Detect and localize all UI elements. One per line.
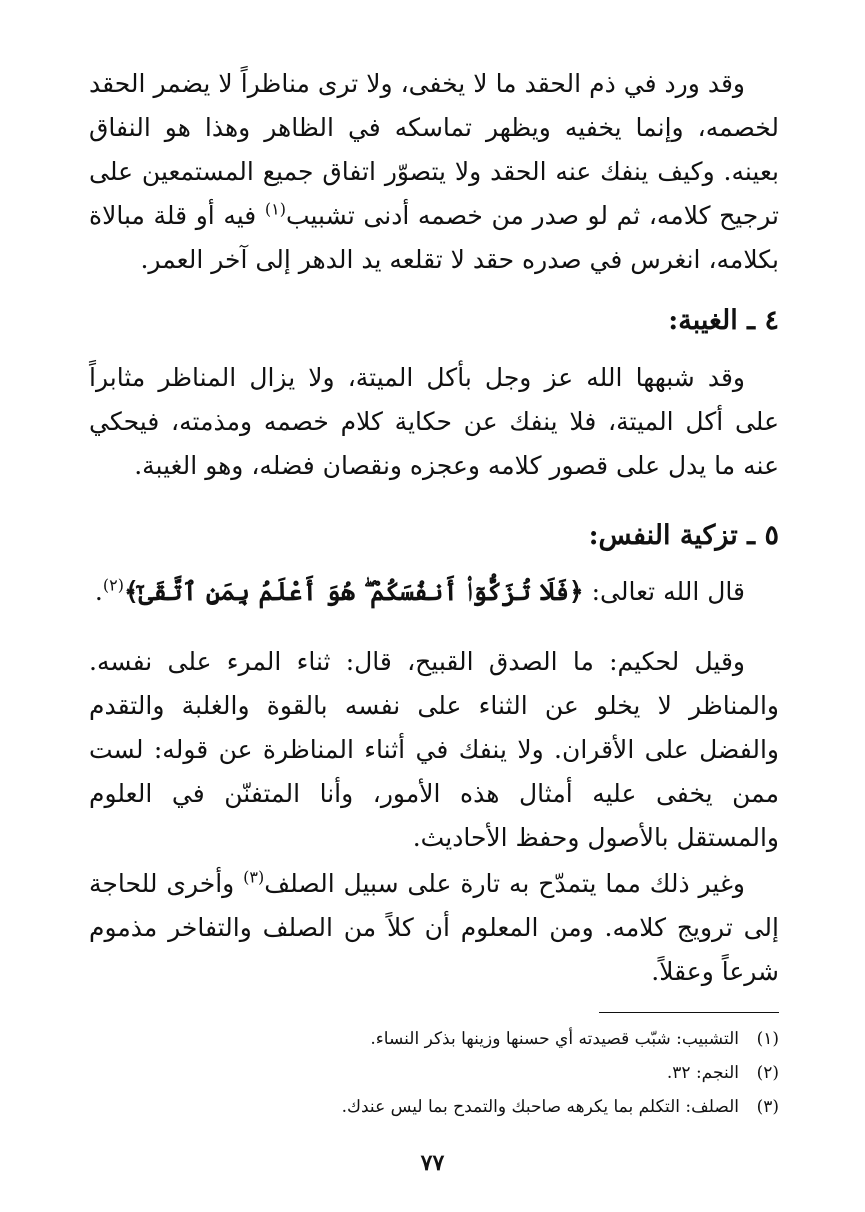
quran-verse: ﴿فَلَا تُزَكُّوٓا۟ أَنفُسَكُمْ ۖ هُوَ أَعْلَمُ بِمَنِ ٱتَّقَىٰٓ﴾ — [123, 577, 584, 606]
footnote-item — [89, 1090, 779, 1124]
footnote-ref-2: (٢) — [102, 575, 124, 595]
paragraph-boasting-text-rest: وأخرى للحاجة إلى ترويج كلامه. ومن المعلوم أن كلاً من الصلف والتفاخر مذموم شرعاً وعقلاً. — [89, 869, 779, 986]
footnote-number: (٢) — [756, 1063, 779, 1083]
paragraph-quran-verse — [89, 570, 779, 614]
footnote-text: التشبيب: شبّب قصيدته أي حسنها وزينها بذكر النساء. — [370, 1029, 739, 1049]
footnote-item — [89, 1022, 779, 1056]
footnote-ref-3: (٣) — [243, 867, 265, 887]
footnotes-list — [89, 1022, 779, 1124]
paragraph-backbiting: وقد شبهها الله عز وجل بأكل الميتة، ولا يزال المناظر مثابراً على أكل الميتة، فلا ينفك عن حكاية كلام خصمه ومذمته، فيحكي عنه ما يدل على قصور كلامه وعجزه ونقصان فضله، وهو الغيبة. — [89, 363, 779, 480]
verse-intro: قال الله تعالى: — [583, 577, 745, 606]
paragraph-hatred-text: وقد ورد في ذم الحقد ما لا يخفى، ولا ترى مناظراً لا يضمر الحقد لخصمه، وإنما يخفيه ويظهر تماسكه في الظاهر وهذا هو النفاق بعينه. وكيف ينفك عنه الحقد ولا يتصوّر اتفاق جميع المستمعين على ترجيح كلامه، ثم لو صدر من خصمه أدنى تشبيب — [89, 69, 779, 230]
heading-self-praise: ٥ ـ تزكية النفس: — [588, 520, 779, 551]
paragraph-sage-saying: وقيل لحكيم: ما الصدق القبيح، قال: ثناء المرء على نفسه. والمناظر لا يخلو عن الثناء على نفسه بالقوة والغلبة والتقدم والفضل على الأقران. ولا ينفك في أثناء المناظرة عن قوله: لست ممن يخفى عليه أمثال هذه الأمور، وأنا المتفنّن في العلوم والمستقل بالأصول وحفظ الأحاديث. — [89, 647, 779, 852]
footnote-number: (٣) — [756, 1097, 779, 1117]
paragraph-boasting-text: وغير ذلك مما يتمدّح به تارة على سبيل الصلف — [264, 869, 745, 898]
verse-end: . — [94, 577, 103, 606]
heading-backbiting: ٤ ـ الغيبة: — [668, 305, 779, 336]
footnote-ref-1: (١) — [264, 199, 286, 219]
paragraph-hatred — [89, 62, 779, 282]
footnote-item — [89, 1056, 779, 1090]
footnote-number: (١) — [756, 1029, 779, 1049]
paragraph-boasting — [89, 862, 779, 994]
footnote-separator — [599, 1012, 779, 1013]
footnote-text: النجم: ٣٢. — [666, 1063, 739, 1083]
page-number: ٧٧ — [420, 1150, 445, 1176]
paragraph-hatred-text-rest: فيه أو قلة مبالاة بكلامه، انغرس في صدره حقد لا تقلعه يد الدهر إلى آخر العمر. — [89, 201, 779, 274]
footnote-text: الصلف: التكلم بما يكرهه صاحبك والتمدح بما ليس عندك. — [341, 1097, 739, 1117]
